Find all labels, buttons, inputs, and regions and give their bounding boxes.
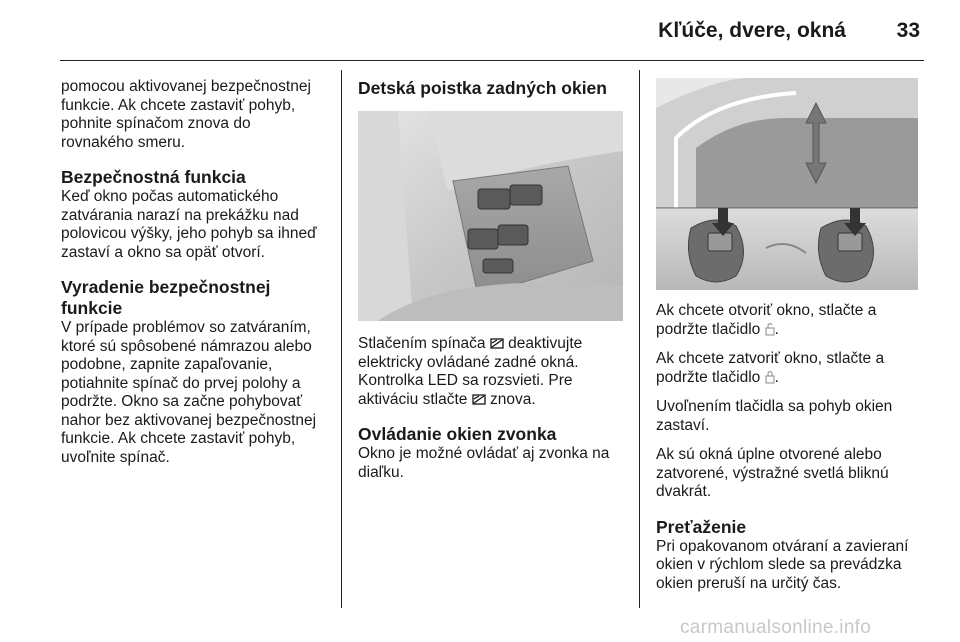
override-heading: Vyradenie bezpečnostnej funkcie: [61, 277, 271, 318]
close-paragraph: [656, 350, 926, 387]
release-paragraph: Uvoľnením tlačidla sa pohyb okien zastaví.: [656, 398, 893, 434]
page-header: [60, 0, 924, 61]
remote-heading: Ovládanie okien zvonka: [358, 424, 557, 444]
p1-end: znova.: [490, 390, 536, 408]
overload-paragraph: Pri opakovanom otváraní a zavieraní okien v rýchlom slede sa prevádzka okien preruší na určitý čas.: [656, 537, 909, 592]
p1-text: Ak chcete otvoriť okno, stlačte a podržte tlačidlo: [656, 302, 877, 338]
intro-paragraph: pomocou aktivovanej bezpečnostnej funkcie. Ak chcete zastaviť pohyb, pohnite spínačom znova do rovnakého smeru.: [61, 78, 311, 151]
column-divider: [341, 70, 342, 608]
column-middle: [358, 78, 624, 493]
p2-end: .: [774, 368, 779, 386]
p1-after: deaktivujte elektricky ovládané zadné okná. Kontrolka LED sa rozsvieti. Pre aktiváciu stlačte: [358, 335, 583, 408]
p1-end: .: [774, 320, 779, 338]
override-paragraph: V prípade problémov so zatváraním, ktoré sú spôsobené námrazou alebo podobne, zapnite zapaľovanie, potiahnite spínač do prvej polohy a podržte. Okno sa začne pohybovať nahor bez aktivovanej bezpečnostnej funkcie. Ak chcete zastaviť pohyb, uvoľnite spínač.: [61, 319, 317, 466]
page-number: 33: [896, 19, 920, 42]
window-switch-photo: [358, 111, 623, 321]
p1-before: Stlačením spínača: [358, 335, 486, 352]
column-divider: [639, 70, 640, 608]
watermark: carmanualsonline.info: [680, 617, 872, 638]
open-paragraph: [656, 302, 926, 339]
safety-heading: Bezpečnostná funkcia: [61, 167, 246, 187]
child-lock-window-icon: [490, 338, 504, 349]
p2-text: Ak chcete zatvoriť okno, stlačte a podržte tlačidlo: [656, 350, 885, 386]
lock-button-icon: [765, 370, 775, 384]
child-lock-heading: Detská poistka zadných okien: [358, 78, 607, 98]
child-lock-window-icon: [472, 394, 486, 405]
unlock-button-icon: [765, 322, 775, 336]
hazard-paragraph: Ak sú okná úplne otvorené alebo zatvorené, výstražné svetlá bliknú dvakrát.: [656, 446, 889, 500]
column-right: [656, 78, 926, 604]
chapter-title: Kľúče, dvere, okná: [658, 19, 846, 42]
remote-key-illustration: [656, 78, 918, 290]
column-left: [61, 78, 327, 478]
overload-heading: Preťaženie: [656, 516, 747, 537]
remote-paragraph: Okno je možné ovládať aj zvonka na diaľku.: [358, 445, 610, 481]
child-lock-paragraph: [358, 335, 624, 409]
safety-paragraph: Keď okno počas automatického zatvárania narazí na prekážku nad polovicou výšky, jeho pohyb sa ihneď zastaví a okno sa opäť otvorí.: [61, 188, 317, 261]
